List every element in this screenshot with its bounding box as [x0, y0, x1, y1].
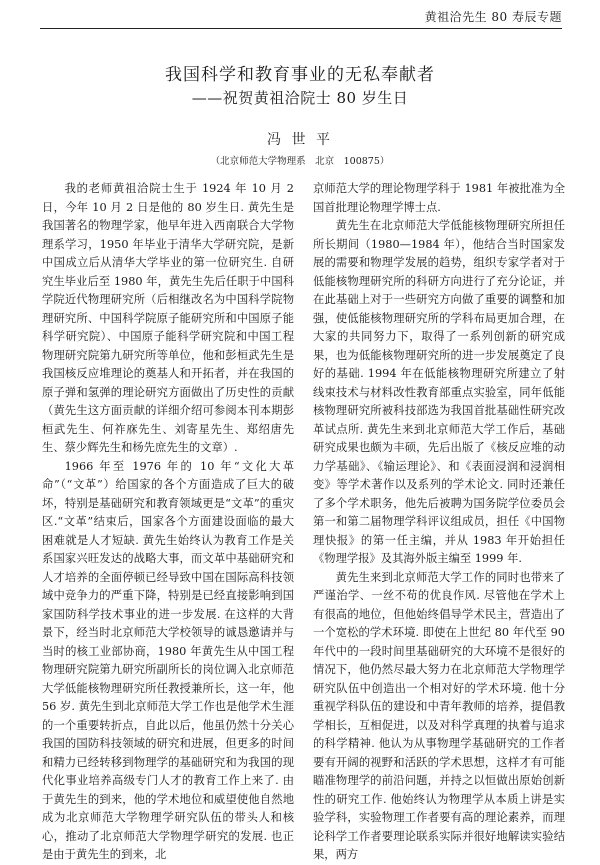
- paragraph-right-1: 京师范大学的理论物理学科于 1981 年被批准为全国首批理论物理学博士点.: [313, 182, 565, 214]
- article-subtitle: ——祝贺黄祖洽院士 80 岁生日: [191, 89, 409, 107]
- running-header: 黄祖洽先生 80 寿辰专题: [424, 10, 562, 24]
- article-title: 我国科学和教育事业的无私奉献者: [165, 65, 435, 85]
- paragraph-right-3: 黄先生来到北京师范大学工作的同时也带来了严谨治学、一丝不苟的优良作风. 尽管他在学术上有很高的地位，但他始终倡导学术民主，营造出了一个宽松的学术环境. 即使在上世纪 80 年代至 90 年代中的一段时间里基础研究的大环境不是很好的情况下，他仍然尽最大努力在北京师范大学物理学研究队伍中创造出一个相对好的学术环境. 他十分重视学科队伍的建设和中青年教师的培养，提倡教学相长，互相促进，以及对科学真理的执着与追求的科学精神. 他认为从事物理学基础研究的工作者要有开阔的视野和活跃的学术思想，这样才有可能瞄准物理学的前沿问题，并持之以恒做出原始创新性的研究工作. 他始终认为物理学从本质上讲是实验学科，实验物理工作者要有高的理论素养，而理论科学工作者要理论联系实际并很好地解读实验结果，两方: [313, 570, 565, 861]
- left-column: [42, 180, 294, 865]
- author-affiliation: （北京师范大学物理系 北京 100875）: [210, 156, 390, 167]
- paragraph-right-2: 黄先生在北京师范大学低能核物理研究所担任所长期间（1980—1984 年），他结合当时国家发展的需要和物理学发展的趋势，组织专家学者对于低能核物理研究所的科研方向进行了充分论证，并在此基础上对于一些研究方向做了重要的调整和加强，使低能核物理研究所的学科布局更加合理，在大家的共同努力下，取得了一系列创新的研究成果，也为低能核物理研究所的进一步发展奠定了良好的基础. 1994 年在低能核物理研究所建立了射线束技术与材料改性教育部重点实验室，同年低能核物理研究所被科技部选为我国首批基础性研究改革试点所. 黄先生来到北京师范大学工作后，基础研究成果也颇为丰硕，先后出版了《核反应堆的动力学基础》、《输运理论》、和《表面浸润和浸润相变》等学术著作以及系列的学术论文. 同时还兼任了多个学术职务，他先后被聘为国务院学位委员会第一和第二届物理学科评议组成员，担任《中国物理快报》的第一任主编，并从 1983 年开始担任《物理学报》及其海外版主编至 1999 年.: [313, 219, 565, 565]
- paragraph-left-1: 我的老师黄祖洽院士生于 1924 年 10 月 2 日，今年 10 月 2 日是他的 80 岁生日. 黄先生是我国著名的物理学家，他早年进入西南联合大学物理系学习，1950 年毕业于清华大学研究院，是新中国成立后从清华大学毕业的第一位研究生. 自研究生毕业后至 1980 年，黄先生先后任职于中国科学院近代物理研究所（后相继改名为中国科学院物理研究所、中国科学院原子能研究所和中国原子能科学研究院）、中国原子能科学研究院和中国工程物理研究院第九研究所等单位，他和彭桓武先生是我国核反应堆理论的奠基人和开拓者，并在我国的原子弹和氢弹的理论研究方面做出了历史性的贡献（黄先生这方面贡献的详细介绍可参阅本刊本期彭桓武先生、何祚庥先生、刘寄星先生、郑绍唐先生、蔡少辉先生和杨先庶先生的文章）.: [42, 182, 294, 454]
- paragraph-left-2: 1966 年至 1976 年的 10 年“文化大革命”（“文革”）给国家的各个方面造成了巨大的破坏，特别是基础研究和教育领域更是“文革”的重灾区.“文革”结束后，国家各个方面建设面临的最大困难就是人才短缺. 黄先生始终认为教育工作是关系国家兴旺发达的战略大事，而文革中基础研究和人才培养的全面停顿已经导致中国在国际高科技领域中竞争力的严重下降，特别是已经直接影响到国家国防科学技术事业的进一步发展. 在这样的大背景下，经当时北京师范大学校领导的诚恳邀请并与当时的核工业部协商，1980 年黄先生从中国工程物理研究院第九研究所副所长的岗位调入北京师范大学低能核物理研究所任教授兼所长，这一年，他 56 岁. 黄先生到北京师范大学工作也是他学术生涯的一个重要转折点，自此以后，他虽仍然十分关心我国的国防科技领域的研究和进展，但更多的时间和精力已经转移到物理学的基础研究和为我国的现代化事业培养高级专门人才的教育工作上来了. 由于黄先生的到来，他的学术地位和威望使他自然地成为北京师范大学物理学研究队伍的带头人和核心，推动了北京师范大学物理学研究的发展. 也正是由于黄先生的到来，北: [42, 459, 294, 861]
- author-name: 冯 世 平: [267, 132, 333, 148]
- header-rule: [40, 28, 562, 29]
- right-column: [313, 180, 565, 865]
